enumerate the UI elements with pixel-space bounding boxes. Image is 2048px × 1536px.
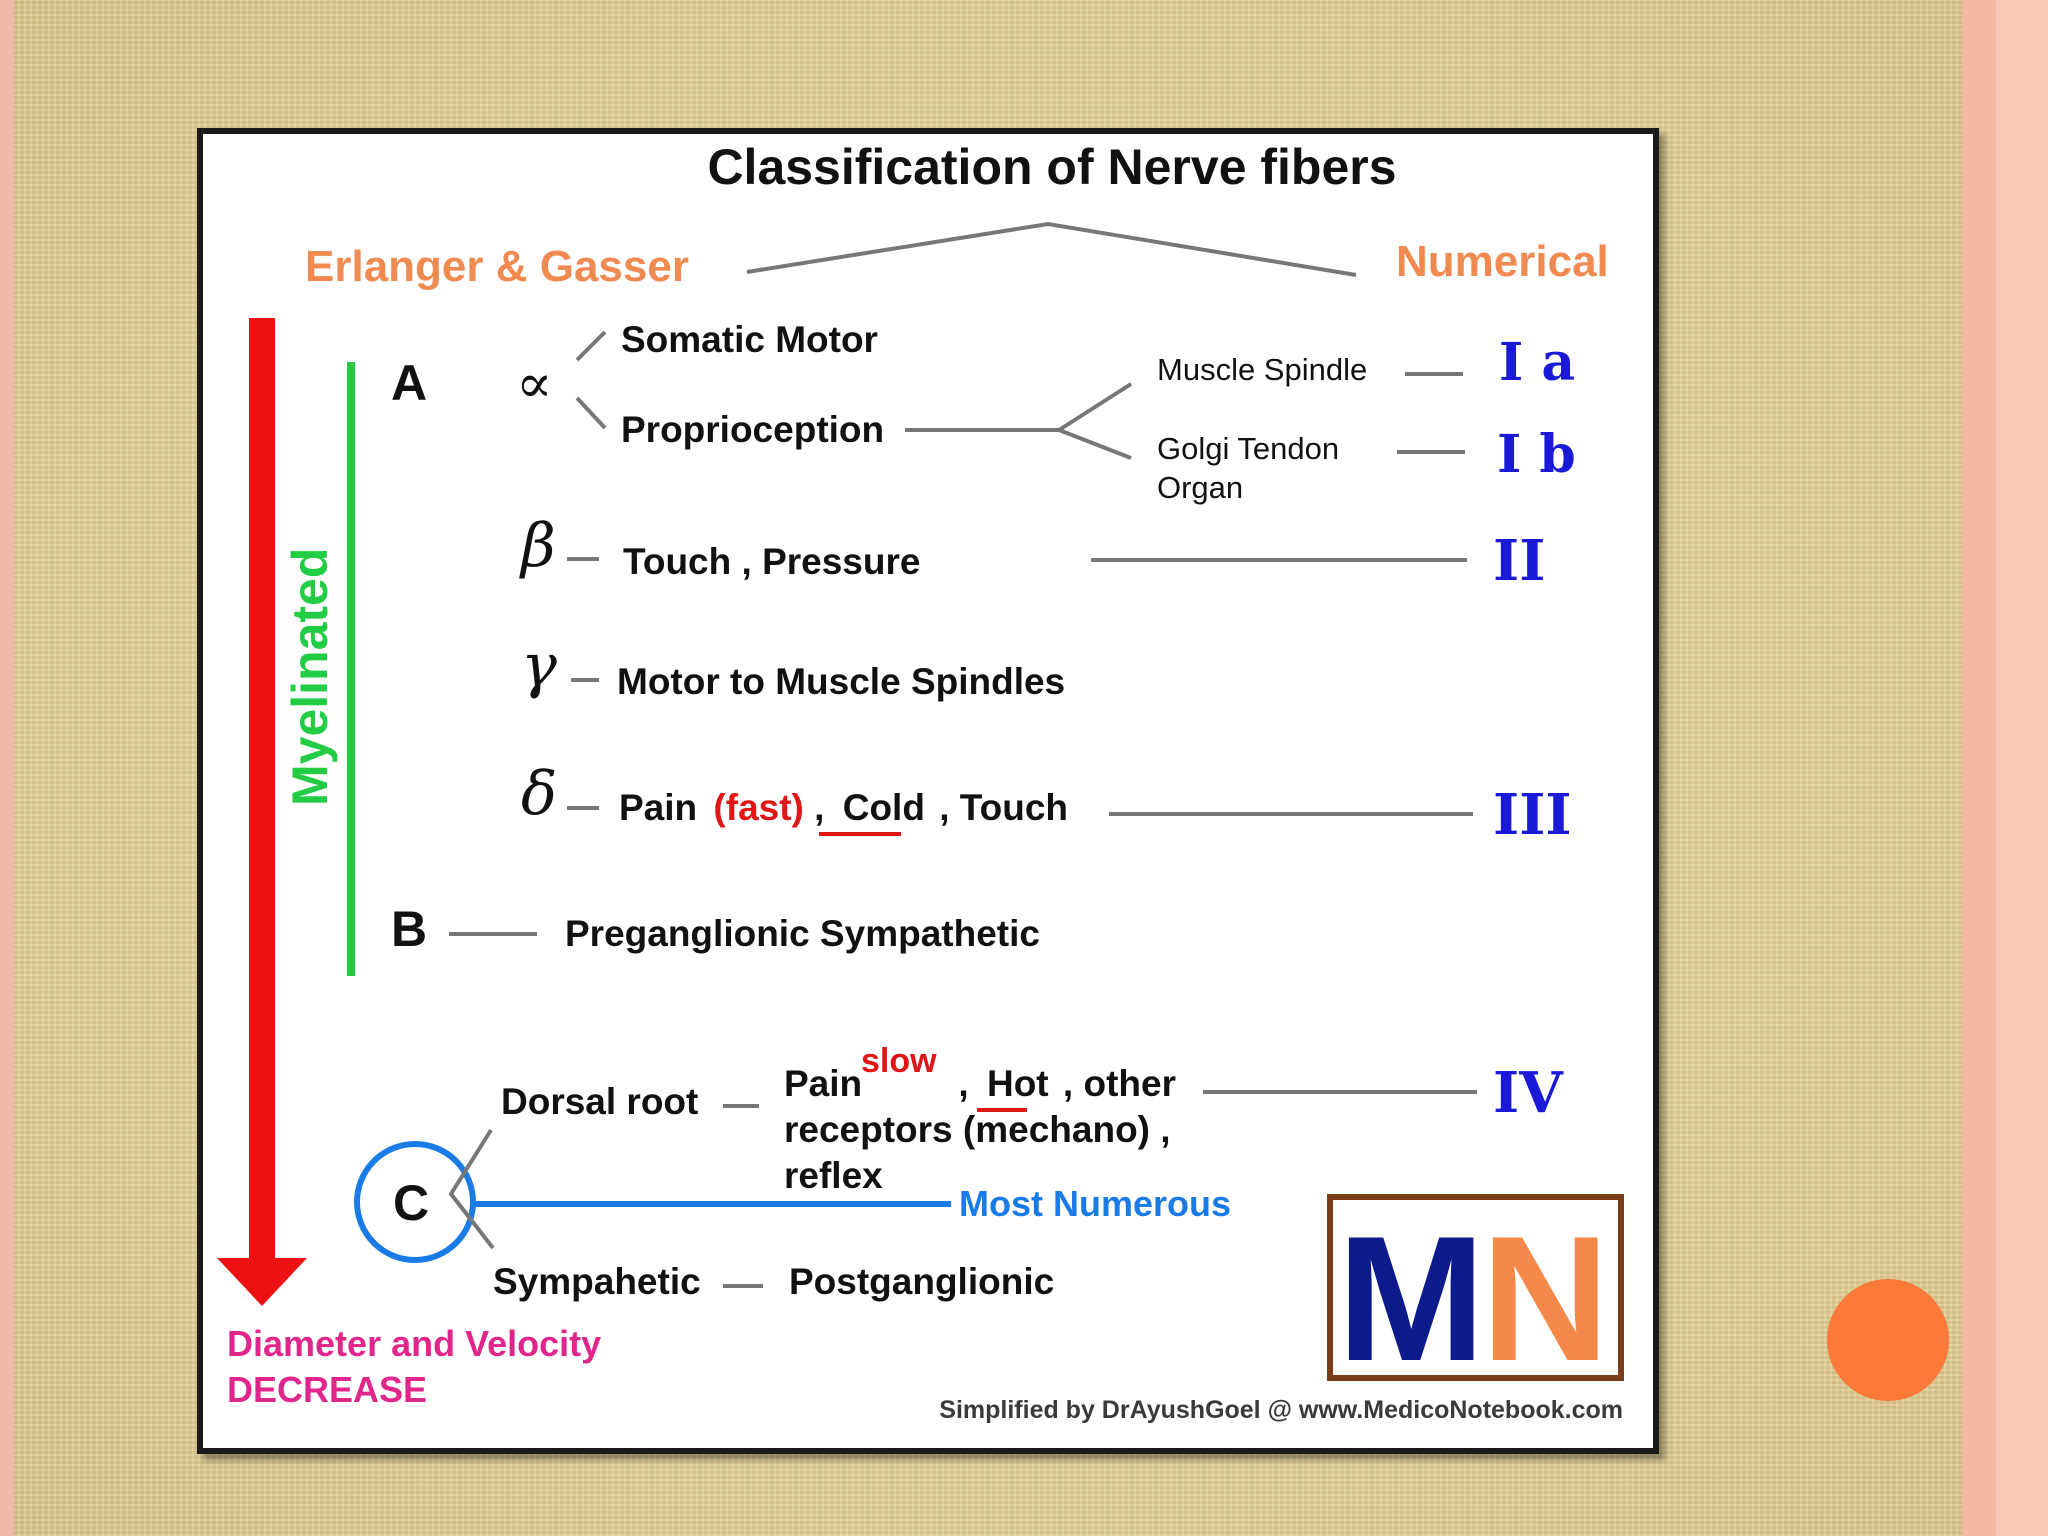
group-b-label: B [391, 901, 428, 957]
other-text: , other [1062, 1063, 1176, 1104]
decrease-arrow-shaft [249, 318, 275, 1278]
hot-text: Hot [986, 1063, 1049, 1104]
proprioception-branch-down [1059, 430, 1131, 458]
delta-symbol: δ [521, 759, 558, 829]
pain-c-text: Pain [784, 1063, 863, 1104]
mn-logo [1327, 1194, 1624, 1381]
slide-left-edge [0, 0, 14, 1536]
numeral-iv: IV [1493, 1060, 1563, 1126]
most-numerous-label: Most Numerous [959, 1183, 1232, 1224]
myelinated-label: Myelinated [282, 547, 338, 806]
cold-text: Cold [842, 787, 925, 828]
comma-c-text: , [958, 1063, 969, 1104]
golgi-organ-label: Organ [1157, 470, 1244, 505]
pain-fast-label [619, 787, 1068, 828]
postganglionic-label: Postganglionic [789, 1261, 1055, 1302]
alpha-symbol: ∝ [516, 352, 553, 415]
comma-text: , [814, 787, 825, 828]
preganglionic-label: Preganglionic Sympathetic [565, 913, 1040, 954]
slow-label: slow [861, 1042, 937, 1080]
numerical-header: Numerical [1396, 237, 1609, 286]
sympathetic-label: Sympahetic [493, 1261, 701, 1302]
touch-pressure-label: Touch , Pressure [623, 541, 921, 582]
slide-right-strip [1962, 0, 1996, 1536]
logo-m: M [1337, 1200, 1486, 1375]
decrease-line2: DECREASE [227, 1369, 428, 1410]
motor-spindles-label: Motor to Muscle Spindles [617, 661, 1066, 702]
beta-symbol: β [521, 511, 556, 581]
touch-text: , Touch [939, 787, 1068, 828]
pain-c-label [784, 1063, 1176, 1104]
proprioception-branch-up [1059, 384, 1131, 430]
header-connector [747, 224, 1356, 275]
decrease-line1: Diameter and Velocity [227, 1323, 602, 1364]
group-a-label: A [391, 355, 428, 411]
orange-circle-decoration [1827, 1279, 1949, 1401]
numeral-ib: I b [1497, 424, 1576, 485]
myelinated-bar [347, 362, 355, 976]
muscle-spindle-label: Muscle Spindle [1157, 352, 1368, 387]
erlanger-gasser-header: Erlanger & Gasser [305, 242, 689, 291]
somatic-motor-label: Somatic Motor [621, 319, 878, 360]
decrease-arrow-head [217, 1258, 307, 1306]
slide-right-strip-outer [1996, 0, 2048, 1536]
dorsal-root-label: Dorsal root [501, 1081, 699, 1122]
numeral-iii: III [1493, 782, 1572, 848]
numeral-ii: II [1493, 528, 1546, 594]
golgi-tendon-label: Golgi Tendon [1157, 431, 1340, 466]
credit-text: Simplified by DrAyushGoel @ www.MedicoNotebook.com [939, 1396, 1623, 1424]
group-c-label: C [393, 1175, 430, 1231]
mn-logo-graphic [1333, 1200, 1618, 1375]
alpha-branch-up [577, 332, 605, 360]
reflex-label: reflex [784, 1155, 883, 1196]
pain-text: Pain [619, 787, 698, 828]
fast-text: (fast) [713, 787, 804, 828]
proprioception-label: Proprioception [621, 409, 885, 450]
logo-n: N [1481, 1200, 1610, 1375]
numeral-ia: I a [1499, 332, 1576, 393]
diagram-title: Classification of Nerve fibers [707, 139, 1397, 195]
alpha-branch-down [577, 398, 605, 428]
receptors-label: receptors (mechano) , [784, 1109, 1171, 1150]
gamma-symbol: γ [521, 631, 557, 701]
diagram-card [197, 128, 1659, 1454]
